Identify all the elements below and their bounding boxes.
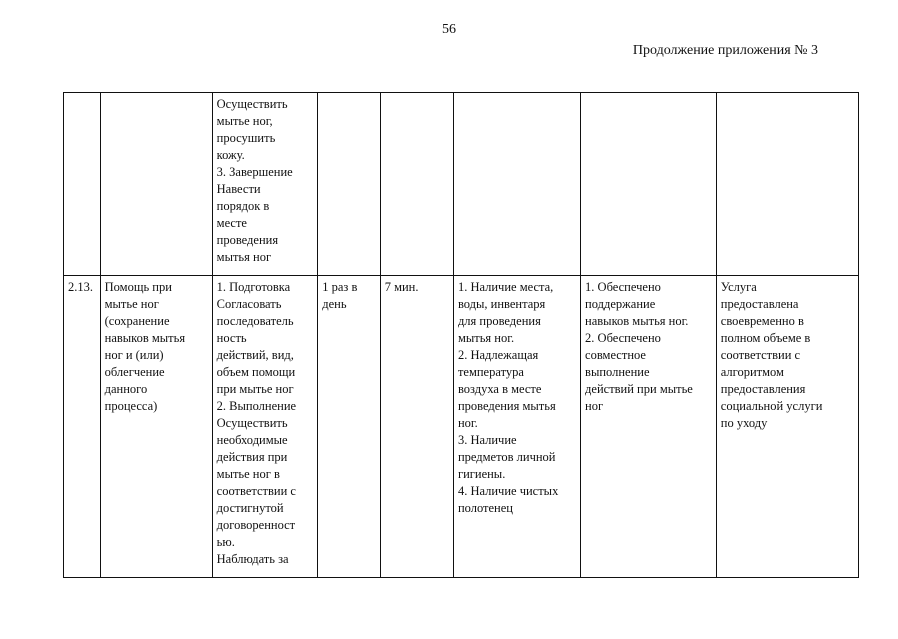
cell-frequency — [318, 276, 380, 578]
cell-time — [380, 93, 453, 276]
cell-service — [100, 93, 212, 276]
table-row — [64, 93, 859, 276]
cell-indicators — [581, 93, 717, 276]
cell-assessment — [716, 93, 858, 276]
cell-number-text: 2.13. — [68, 280, 93, 294]
cell-frequency-text: 1 раз в день — [322, 280, 358, 311]
cell-time — [380, 276, 453, 578]
cell-indicators-text: 1. Обеспечено поддержание навыков мытья ног. 2. Обеспечено совместное выполнение действий при мытье ног — [585, 280, 693, 413]
cell-frequency — [318, 93, 380, 276]
cell-number — [64, 276, 101, 578]
cell-description-text: Осуществить мытье ног, просушить кожу. 3. Завершение Навести порядок в месте проведения мытья ног — [216, 97, 293, 264]
continuation-heading: Продолжение приложения № 3 — [632, 43, 818, 58]
cell-time-text: 7 мин. — [384, 280, 419, 294]
cell-conditions-text: 1. Наличие места, воды, инвентаря для проведения мытья ног. 2. Надлежащая температура воздуха в месте проведения мытья ног. 3. Наличие предметов личной гигиены. 4. Наличие чистых полотенец — [457, 280, 559, 515]
cell-assessment — [716, 276, 858, 578]
cell-description — [212, 93, 318, 276]
cell-assessment-text: Услуга предоставлена своевременно в полном объеме в соответствии с алгоритмом предоставления социальной услуги по уходу — [720, 280, 823, 430]
table-row — [64, 276, 859, 578]
cell-service-text: Помощь при мытье ног (сохранение навыков мытья ног и (или) облегчение данного процесса) — [104, 280, 186, 413]
cell-conditions — [453, 276, 580, 578]
cell-number — [64, 93, 101, 276]
cell-description — [212, 276, 318, 578]
page-number: 56 — [442, 22, 456, 37]
cell-service — [100, 276, 212, 578]
cell-conditions — [453, 93, 580, 276]
services-table — [63, 92, 859, 578]
cell-description-text: 1. Подготовка Согласовать последователь ность действий, вид, объем помощи при мытье ног 2. Выполнение Осуществить необходимые действия при мытье ног в соответствии с достигнутой договоренност ью. Наблюдать за — [216, 280, 297, 566]
cell-indicators — [581, 276, 717, 578]
